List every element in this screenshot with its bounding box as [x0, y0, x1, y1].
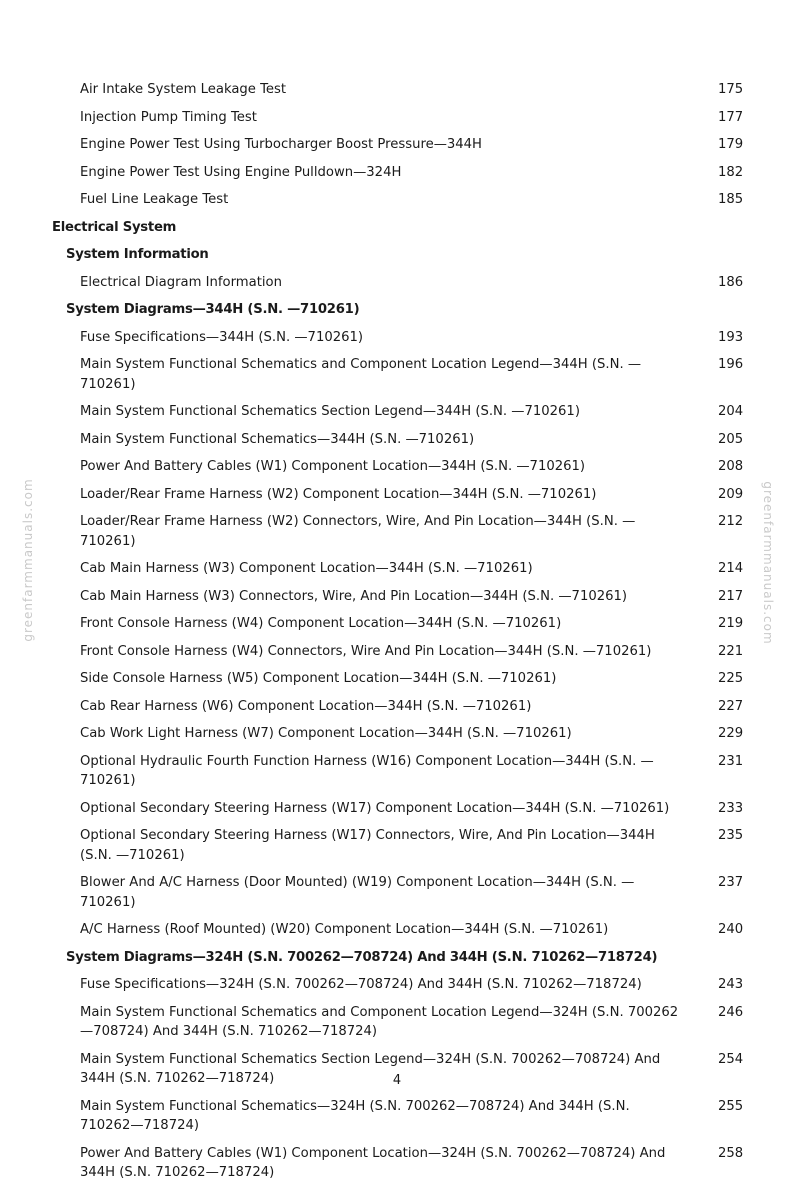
- toc-entry[interactable]: [52, 748, 752, 795]
- toc-entry-title: Main System Functional Schematics and Component Location Legend—344H (S.N. —710261): [80, 357, 642, 392]
- toc-entry[interactable]: [52, 693, 752, 721]
- toc-entry[interactable]: [52, 665, 752, 693]
- toc-entry-title: Blower And A/C Harness (Door Mounted) (W19) Component Location—344H (S.N. —710261): [80, 875, 635, 910]
- toc-entry-page: 219: [718, 616, 744, 631]
- toc-entry-page: 240: [718, 922, 744, 937]
- toc-entry-page: 193: [718, 329, 744, 345]
- toc-entry[interactable]: [52, 426, 752, 454]
- toc-entry-title: Front Console Harness (W4) Connectors, Wire And Pin Location—344H (S.N. —710261): [80, 643, 652, 659]
- toc-entry-title: Main System Functional Schematics—324H (S.N. 700262—708724) And 344H (S.N. 710262—718724): [80, 1098, 630, 1133]
- toc-entry-title: Cab Work Light Harness (W7) Component Location—344H (S.N. —710261): [80, 726, 572, 741]
- toc-entry[interactable]: [52, 351, 752, 398]
- toc-entry-page: 212: [718, 514, 744, 529]
- toc-subsection-heading[interactable]: [52, 944, 752, 972]
- toc-entry[interactable]: [52, 720, 752, 748]
- toc-entry-page: 209: [718, 486, 744, 502]
- toc-entry-page: 231: [718, 753, 744, 769]
- toc-entry[interactable]: [52, 324, 752, 352]
- toc-entry[interactable]: [52, 398, 752, 426]
- toc-entry-title: Cab Rear Harness (W6) Component Location—344H (S.N. —710261): [80, 698, 532, 714]
- toc-subsection-title: System Diagrams—324H (S.N. 700262—708724) And 344H (S.N. 710262—718724): [66, 949, 658, 965]
- toc-entry-title: A/C Harness (Roof Mounted) (W20) Component Location—344H (S.N. —710261): [80, 922, 609, 937]
- toc-entry[interactable]: [52, 869, 752, 916]
- toc-entry-title: Loader/Rear Frame Harness (W2) Connectors, Wire, And Pin Location—344H (S.N. —710261): [80, 514, 636, 549]
- watermark-left: greenfarmmanuals.com: [21, 478, 35, 642]
- toc-entry-title: Optional Hydraulic Fourth Function Harness (W16) Component Location—344H (S.N. —710261): [80, 753, 654, 788]
- toc-entry[interactable]: [52, 583, 752, 611]
- toc-entry-title: Side Console Harness (W5) Component Location—344H (S.N. —710261): [80, 671, 557, 686]
- toc-entry-page: 254: [718, 1051, 744, 1067]
- toc-entry-page: 225: [718, 671, 744, 686]
- toc-entry-title: Fuel Line Leakage Test: [80, 192, 229, 207]
- toc-entry-title: Injection Pump Timing Test: [80, 109, 257, 125]
- toc-entry[interactable]: [52, 481, 752, 509]
- toc-entry[interactable]: [52, 508, 752, 555]
- toc-entry-title: Main System Functional Schematics—344H (S.N. —710261): [80, 431, 475, 447]
- toc-entry-page: 182: [718, 164, 744, 180]
- toc-entry[interactable]: [52, 104, 752, 132]
- toc-entry-title: Loader/Rear Frame Harness (W2) Component Location—344H (S.N. —710261): [80, 486, 597, 502]
- toc-entry-page: 233: [718, 800, 744, 816]
- toc-entry-title: Fuse Specifications—344H (S.N. —710261): [80, 329, 364, 345]
- toc-entry-page: 208: [718, 459, 744, 474]
- toc-entry[interactable]: [52, 610, 752, 638]
- toc-entry-title: Optional Secondary Steering Harness (W17) Connectors, Wire, And Pin Location—344H (S.N. —710261): [80, 828, 655, 863]
- toc-entry-page: 196: [718, 357, 744, 372]
- toc-subsection-heading[interactable]: [52, 241, 752, 269]
- toc-entry[interactable]: [52, 1140, 752, 1187]
- toc-entry-title: Electrical Diagram Information: [80, 274, 282, 290]
- toc-entry[interactable]: [52, 186, 752, 214]
- toc-entry-page: 229: [718, 726, 744, 741]
- toc-entry-page: 205: [718, 431, 744, 447]
- toc-entry[interactable]: [52, 822, 752, 869]
- toc-entry-title: Main System Functional Schematics and Component Location Legend—324H (S.N. 700262—708724) And 344H (S.N. 710262—718724): [80, 1004, 679, 1039]
- toc-section-heading[interactable]: [52, 214, 752, 242]
- toc-entry-page: 214: [718, 561, 744, 576]
- toc-entry[interactable]: [52, 795, 752, 823]
- toc-entry[interactable]: [52, 1093, 752, 1140]
- toc-entry-title: Fuse Specifications—324H (S.N. 700262—708724) And 344H (S.N. 710262—718724): [80, 977, 642, 992]
- toc-entry[interactable]: [52, 638, 752, 666]
- toc-entry-title: Cab Main Harness (W3) Component Location—344H (S.N. —710261): [80, 561, 533, 576]
- toc-entry[interactable]: [52, 269, 752, 297]
- toc-entry-page: 221: [718, 643, 744, 659]
- toc-entry[interactable]: [52, 999, 752, 1046]
- toc-entry-title: Power And Battery Cables (W1) Component Location—324H (S.N. 700262—708724) And 344H (S.N. 710262—718724): [80, 1145, 666, 1180]
- toc-entry-title: Main System Functional Schematics Section Legend—324H (S.N. 700262—708724) And 344H (S.N. 710262—718724): [80, 1051, 661, 1086]
- toc-entry[interactable]: [52, 131, 752, 159]
- toc-entry-title: Engine Power Test Using Engine Pulldown—324H: [80, 164, 402, 180]
- toc-entry-page: 235: [718, 828, 744, 843]
- toc-entry-title: Power And Battery Cables (W1) Component Location—344H (S.N. —710261): [80, 459, 586, 474]
- toc-entry-title: Main System Functional Schematics Section Legend—344H (S.N. —710261): [80, 404, 580, 419]
- toc-entry-title: Cab Main Harness (W3) Connectors, Wire, And Pin Location—344H (S.N. —710261): [80, 588, 628, 604]
- toc-entry-page: 243: [718, 977, 744, 992]
- table-of-contents: [52, 76, 752, 1187]
- toc-entry-page: 186: [718, 274, 744, 290]
- watermark-right: greenfarmmanuals.com: [761, 481, 775, 645]
- toc-entry-title: Engine Power Test Using Turbocharger Boost Pressure—344H: [80, 137, 482, 152]
- toc-entry-title: Optional Secondary Steering Harness (W17) Component Location—344H (S.N. —710261): [80, 800, 670, 816]
- page-number: 4: [392, 1073, 402, 1088]
- toc-subsection-heading[interactable]: [52, 296, 752, 324]
- toc-entry[interactable]: [52, 76, 752, 104]
- toc-entry-page: 204: [718, 404, 744, 419]
- toc-section-title: Electrical System: [52, 219, 177, 235]
- toc-entry[interactable]: [52, 916, 752, 944]
- toc-entry-page: 227: [718, 698, 744, 714]
- toc-entry[interactable]: [52, 555, 752, 583]
- toc-entry-title: Front Console Harness (W4) Component Location—344H (S.N. —710261): [80, 616, 562, 631]
- toc-entry[interactable]: [52, 159, 752, 187]
- toc-entry-page: 185: [718, 192, 744, 207]
- toc-entry-page: 179: [718, 137, 744, 152]
- toc-entry-page: 217: [718, 588, 744, 604]
- toc-entry-page: 177: [718, 109, 744, 125]
- toc-entry-page: 237: [718, 875, 744, 890]
- toc-entry-page: 255: [718, 1098, 744, 1114]
- toc-subsection-title: System Information: [66, 247, 209, 262]
- toc-entry-page: 175: [718, 82, 744, 97]
- toc-entry-title: Air Intake System Leakage Test: [80, 82, 287, 97]
- toc-entry-page: 246: [718, 1004, 744, 1020]
- toc-entry[interactable]: [52, 971, 752, 999]
- toc-subsection-title: System Diagrams—344H (S.N. —710261): [66, 302, 360, 317]
- toc-entry[interactable]: [52, 453, 752, 481]
- toc-entry-page: 258: [718, 1145, 744, 1161]
